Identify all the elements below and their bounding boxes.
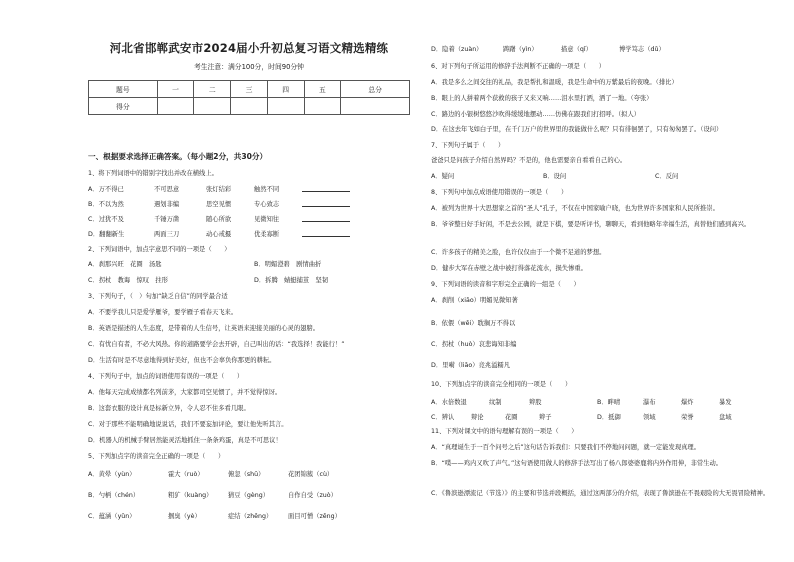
option-c: C．对于那些不能明确地说说话，我们不要妄加评论，要让他先听其言。 [88, 421, 288, 428]
option-text: 博学笃志（dǔ） [619, 46, 665, 53]
answer-blank[interactable] [302, 185, 350, 192]
question-5: 5、下列加点字的读音完全正确的一项是（ ） [88, 453, 225, 460]
answer-blank[interactable] [302, 230, 350, 237]
score-input-cell[interactable] [157, 98, 194, 115]
option-b: B．“噗——鸡内又吹了声气。”这句语使用做人的修辞手法写出了杨八郎婆婆鹿将内外作用伸，非常生动。 [431, 460, 723, 467]
option-text: 踌躇（yìn） [503, 46, 538, 53]
score-cell: 四 [267, 81, 304, 98]
option-c: C．拐杖 教诲 惊叹 拄形 [88, 277, 168, 284]
option-d: D．里嗬（liāo）竞兆溢糯凡 [431, 362, 511, 369]
question-11: 11、下列对课文中的语句理解有误的一项是（ ） [431, 428, 578, 435]
option-text: 荣誉 [681, 414, 694, 421]
option-text: 俯忽（shū） [228, 471, 265, 478]
option-c: C．路边的小银树悠悠沙吹得缓缓地摆动……仿佛在跟我们打招呼。（拟人） [431, 111, 641, 118]
score-input-cell[interactable] [304, 98, 341, 115]
option-text: 千锤万凿 [154, 216, 180, 223]
score-input-cell[interactable] [341, 98, 410, 115]
option-text: D．翻翻新生 [88, 231, 125, 238]
option-a: A．我是多么之间交往的礼品，我是帮扎和温暖，我是生命中的万紫最后的夜晚。（排比） [431, 79, 678, 86]
option-a: A．不要学我儿只是爱学雁爷，要学雁子看春天飞来。 [88, 309, 238, 316]
score-input-cell[interactable] [231, 98, 268, 115]
question-6: 6、对下列句子所运用的修辞手法判断不正确的一项是（ ） [431, 63, 606, 70]
option-text: 症结（zhēng） [228, 513, 273, 520]
question-7-text: 爸爸只是问孩子介绍自然界吗？不是的，他也需要亲自看看自己的心。 [431, 157, 627, 164]
option-a: A．刹削（xiāo）明媚见微知著 [431, 297, 518, 304]
score-table-header-row [89, 81, 410, 98]
option-text: D．抵御 [597, 414, 621, 421]
option-a: A．刹那兴旺 花圈 汤匙 [88, 261, 162, 268]
option-d: D．健步大军在赤壁之战中被打得落花流水，损失惨重。 [431, 265, 587, 272]
option-text: 瀑布 [643, 399, 656, 406]
option-text: 张灯结彩 [206, 186, 232, 193]
option-b: B．爷爷整日好手好闲，不是去公园，就是下棋，要是听评书，聊聊天，看到他略年幸福生活，真替他们感到高兴。 [431, 221, 751, 228]
option-text: C．蕴涵（yǔn） [88, 513, 136, 520]
option-a: A．被列为世界十大思想家之首的“圣人”孔子，不仅在中国家喻户晓，也为世界许多国家和人民所推崇。 [431, 205, 719, 212]
option-d: D．机器人的机械手臂居然能灵活地抓住一条条鸡蛋，真是不可思议！ [88, 437, 282, 444]
option-c: C．反问 [655, 173, 679, 180]
option-text: C．辨认 [431, 414, 455, 421]
score-cell: 题号 [89, 81, 158, 98]
option-c: C．有忧自有者，不必大风热。你的道路要学会去开辟，自己叫出的话：“我选择！我能行！” [88, 341, 345, 348]
option-text: 随心所欲 [206, 216, 232, 223]
option-text: 不可思意 [154, 186, 180, 193]
option-text: A．水倍数退 [431, 399, 467, 406]
option-c: C．《鲁滨逊漂流记（节选）》的主要和节选并段概括，通过这两部分的介绍，表现了鲁滨逊在不畏艰险的大无畏冒险精神。 [431, 490, 770, 497]
option-text: 描意（qǐ） [561, 46, 592, 53]
option-text: 思空见惯 [206, 201, 232, 208]
question-9: 9、下列词语的读音和字形完全正确的一组是（ ） [431, 281, 580, 288]
option-c: C．拐杖（huò）哀悲诲知非编 [431, 341, 517, 348]
option-b: B．依偎（wēi）耽搁万不得以 [431, 320, 516, 327]
question-8: 8、下列句中加点成语使用错误的一项是（ ） [431, 189, 568, 196]
option-a: A．他每天完成成绩都名列前茅，大家都司空见惯了，并不觉得惊讶。 [88, 389, 282, 396]
option-text: A．万不得已 [88, 186, 124, 193]
score-cell: 一 [157, 81, 194, 98]
option-text: B．不以为然 [88, 201, 124, 208]
option-text: 触然不同 [254, 186, 280, 193]
option-text: 优柔寡断 [254, 231, 280, 238]
page-title: 河北省邯郸武安市2024届小升初总复习语文精选精练 [109, 41, 389, 55]
question-3: 3、下列句子，（ ）句加“缺乏自信”的同学最合适 [88, 293, 228, 300]
question-10: 10、下列加点字的读音完全相同的一项是（ ） [431, 381, 572, 388]
option-text: 花圈 [505, 414, 518, 421]
option-text: 粗犷（kuàng） [168, 492, 213, 499]
option-text: 猜豆（gèng） [228, 492, 270, 499]
option-b: B．英语是描述的人生态度，是带着的人生信号，让英语来迎接美丽的心灵的翅膀。 [88, 325, 320, 332]
score-cell: 三 [231, 81, 268, 98]
option-d: D．拆腾 蜻蜓捕茧 坚韧 [254, 277, 329, 284]
answer-blank[interactable] [302, 200, 350, 207]
option-text: 爆炸 [681, 399, 694, 406]
score-table [88, 80, 410, 115]
option-text: 辫股 [529, 399, 542, 406]
option-text: 霍大（ruò） [168, 471, 204, 478]
option-text: D．隐着（zuàn） [431, 46, 483, 53]
option-text: 盘域 [719, 414, 732, 421]
option-d: D．生活有时是不尽意地得到好美好，但也不会辜负你那更的耕耘。 [88, 357, 276, 364]
option-text: 遇划非编 [154, 201, 180, 208]
score-input-cell[interactable] [267, 98, 304, 115]
option-text: 掴臭（yè） [168, 513, 201, 520]
question-7: 7、下列句子属于（ ） [431, 142, 505, 149]
option-text: B．勺柄（chén） [88, 492, 140, 499]
option-text: 自作自受（zuò） [288, 492, 337, 499]
answer-blank[interactable] [302, 215, 350, 222]
score-input-cell[interactable] [194, 98, 231, 115]
score-cell: 二 [194, 81, 231, 98]
option-text: 辩论 [471, 414, 484, 421]
option-text: 领域 [643, 414, 656, 421]
option-text: 见微知往 [254, 216, 280, 223]
option-text: 面目可憎（zēng） [288, 513, 341, 520]
option-c: C．许多孩子的精美之脸，也许仅仅由于一个微不足道的梦想。 [431, 249, 606, 256]
option-a: A．“真理诞生于一百个问号之后”这句话告诉我们：只要我们不停地问问题，就一定能发现真理。 [431, 444, 701, 451]
exam-notice: 考生注意：满分100分，时间90分钟 [194, 63, 304, 71]
option-b: B．这套衣服的设计真是标新立异，令人忍不住多看几眼。 [88, 405, 250, 412]
option-text: 动心戒摄 [206, 231, 232, 238]
option-text: C．过犹不及 [88, 216, 124, 223]
option-text: A．黄晕（yùn） [88, 471, 136, 478]
option-text: 纹制 [489, 399, 502, 406]
option-d: D．在这去年飞如白子里，在千门万户的世界里的我能做什么呢？只有徘徊罢了，只有匆匆罢了。（设问） [431, 126, 723, 133]
option-text: 辫子 [539, 414, 552, 421]
score-cell: 五 [304, 81, 341, 98]
question-1: 1、将下列词语中的错别字找出并改在横线上。 [88, 170, 218, 177]
question-4: 4、下列句子中，加点的词语使用有误的一项是（ ） [88, 373, 244, 380]
section-heading: 一、根据要求选择正确答案。（每小题2分，共30分） [88, 152, 268, 161]
score-table-score-row [89, 98, 410, 115]
option-b: B．明媚澄碧 剧情曲折 [254, 261, 322, 268]
score-cell: 得分 [89, 98, 158, 115]
option-b: B．设问 [543, 173, 567, 180]
option-text: B．畔晴 [597, 399, 621, 406]
score-cell: 总分 [341, 81, 410, 98]
option-text: 花团锦簇（cù） [288, 471, 334, 478]
option-text: 专心致志 [254, 201, 280, 208]
option-text: 暴发 [719, 399, 732, 406]
option-b: B．眼上的人拼着两个获救的孩子又来又响……泪水里打洒，洒了一地。（夸张） [431, 95, 653, 102]
question-2: 2、下列词语中，加点字意思不同的一项是（ ） [88, 246, 231, 253]
option-text: 两面三刀 [154, 231, 180, 238]
option-a: A．疑问 [431, 173, 455, 180]
